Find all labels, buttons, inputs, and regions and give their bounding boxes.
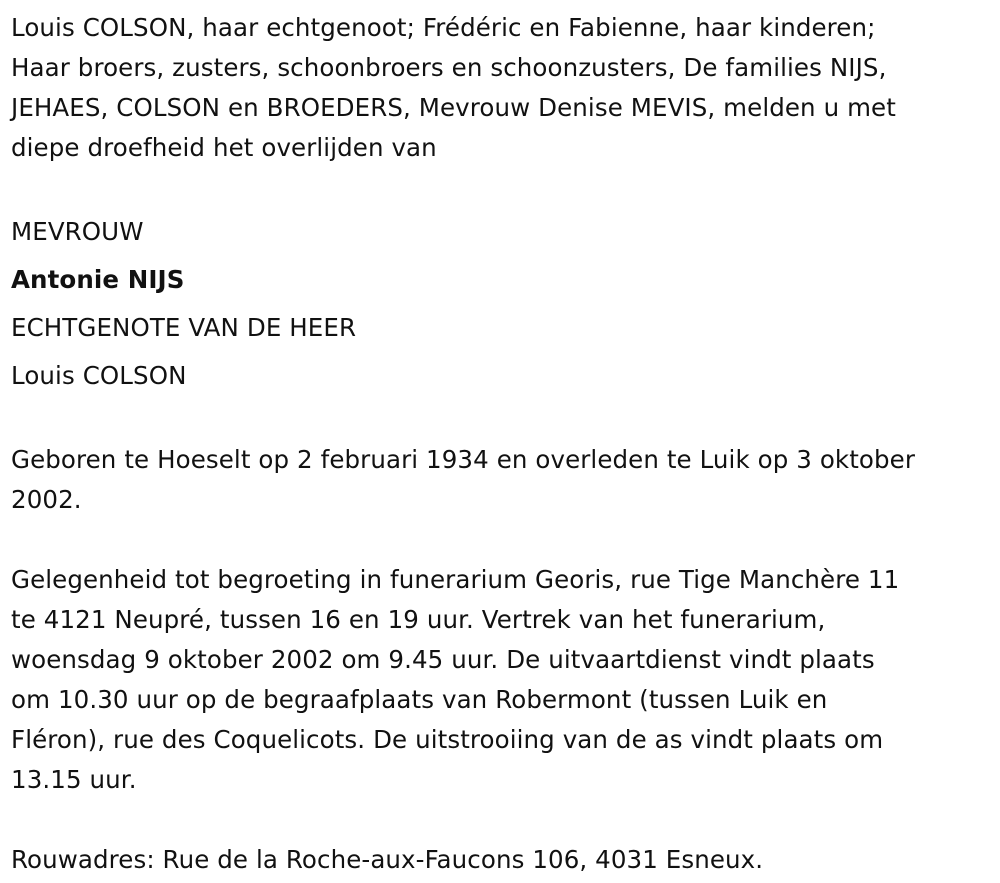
funeral-line: Fléron), rue des Coquelicots. De uitstrooiing van de as vindt plaats om bbox=[11, 725, 884, 754]
relation-line: ECHTGENOTE VAN DE HEER bbox=[11, 313, 357, 342]
funeral-line: om 10.30 uur op de begraafplaats van Robermont (tussen Luik en bbox=[11, 685, 828, 714]
funeral-line: 13.15 uur. bbox=[11, 765, 137, 794]
funeral-line: te 4121 Neupré, tussen 16 en 19 uur. Vertrek van het funerarium, bbox=[11, 605, 826, 634]
deceased-name: Antonie NIJS bbox=[11, 265, 185, 294]
spacer bbox=[11, 520, 990, 560]
spacer bbox=[11, 168, 990, 208]
funeral-line: Gelegenheid tot begroeting in funerarium Georis, rue Tige Manchère 11 bbox=[11, 565, 900, 594]
intro-line: JEHAES, COLSON en BROEDERS, Mevrouw Denise MEVIS, melden u met bbox=[11, 93, 896, 122]
mourning-address: Rouwadres: Rue de la Roche-aux-Faucons 106, 4031 Esneux. bbox=[11, 845, 764, 874]
birth-death-line: Geboren te Hoeselt op 2 februari 1934 en overleden te Luik op 3 oktober bbox=[11, 445, 916, 474]
intro-line: Louis COLSON, haar echtgenoot; Frédéric en Fabienne, haar kinderen; bbox=[11, 13, 876, 42]
title-prefix: MEVROUW bbox=[11, 217, 144, 246]
funeral-paragraph bbox=[11, 560, 990, 800]
birth-death-line: 2002. bbox=[11, 485, 82, 514]
funeral-line: woensdag 9 oktober 2002 om 9.45 uur. De uitvaartdienst vindt plaats bbox=[11, 645, 875, 674]
spouse-name: Louis COLSON bbox=[11, 361, 187, 390]
intro-line: Haar broers, zusters, schoonbroers en schoonzusters, De families NIJS, bbox=[11, 53, 887, 82]
intro-paragraph bbox=[11, 8, 990, 168]
address-paragraph bbox=[11, 840, 990, 880]
intro-line: diepe droefheid het overlijden van bbox=[11, 133, 437, 162]
deceased-block bbox=[11, 208, 990, 400]
spacer bbox=[11, 400, 990, 440]
birth-death-paragraph bbox=[11, 440, 990, 520]
spacer bbox=[11, 800, 990, 840]
